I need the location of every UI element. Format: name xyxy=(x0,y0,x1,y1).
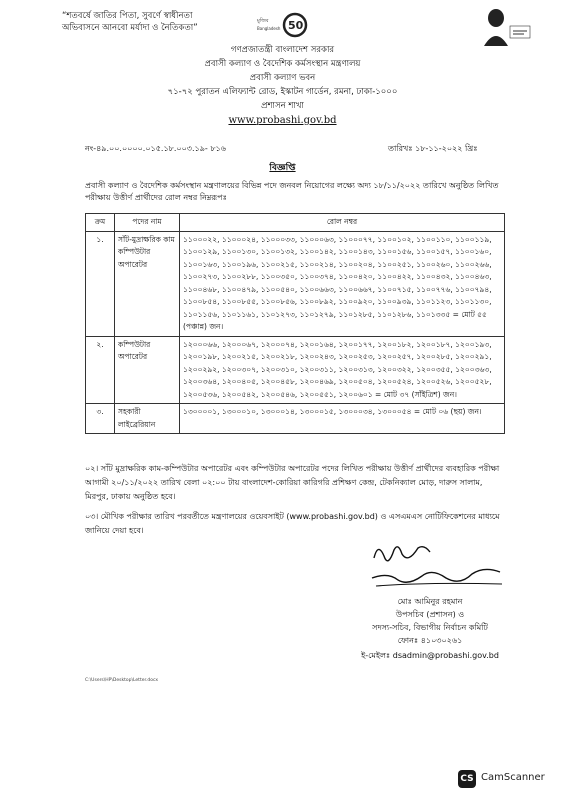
row-serial: ১. xyxy=(86,231,115,336)
file-path: C:\Users\HP\Desktop\Letter.docx xyxy=(85,678,159,683)
header-line-ministry: প্রবাসী কল্যাণ ও বৈদেশিক কর্মসংস্থান মন্ত্রণালয় xyxy=(204,59,361,69)
header-roll: রোল নম্বর xyxy=(180,214,505,232)
signer-designation: উপসচিব (প্রশাসন) ও xyxy=(395,610,465,619)
row-post: সাঁট-মুদ্রাক্ষরিক কাম কম্পিউটার অপারেটর xyxy=(115,231,180,336)
memo-number: নং-৪৯.০০.০০০০.০১৫.১৮.০০৩.১৯- ৮১৬ xyxy=(85,144,226,153)
header-line-address: ৭১-৭২ পুরাতন এলিফ্যান্ট রোড, ইস্কাটন গার্ডেন, রমনা, ঢাকা-১০০০ xyxy=(167,87,398,97)
paragraph-viva-notice: ০৩। মৌখিক পরীক্ষার তারিখ পরবর্তীতে মন্ত্রণালয়ের ওয়েবসাইট (www.probashi.gov.bd) ও এসএমএস নোটিফিকেশনের মাধ্যমে জানিয়ে দেয়া হবে। xyxy=(85,512,500,535)
table-header-row xyxy=(86,214,505,232)
portrait-image xyxy=(480,4,532,48)
camscanner-label: CamScanner xyxy=(481,772,545,783)
row-rolls: ১২০০০৬৬, ১২০০০৬৭, ১২০০০৭৪, ১২০০১৬৪, ১২০০১৭৭, ১২০০১৮২, ১২০০১৮৭, ১২০০১৯৩, ১২০০১৯৮, ১২০০২১৫, ১২০০২১৮, ১২০০২৪৩, ১২০০২৫৩, ১২০০২৫৭, ১২০০২৮৫, ১২০০২৯১, ১২০০২৯২, ১২০০৩০৭, ১২০০৩১০, ১২০০৩১১, ১২০০৩১৩, ১২০০৩২২, ১২০০৩৫৫, ১২০০৩৬৩, ১২০০৩৬৪, ১২০০৪০৫, ১২০০৪৫৮, ১২০০৪৬৯, ১২০০৫০৪, ১২০০৫২৪, ১২০০৫২৬, ১২০০৫২৮, ১২০০৫৩৬, ১২০০৫৪২, ১২০০৫৪৬, ১২০০৫৫১, ১২০০৬০১ = মোট ৩৭ (সাঁইত্রিশ) জন। xyxy=(180,336,505,404)
header-line-building: প্রবাসী কল্যাণ ভবন xyxy=(249,73,316,83)
signer-committee: সদস্য-সচিব, বিভাগীয় নির্বাচন কমিটি xyxy=(372,623,488,632)
website-link[interactable]: www.probashi.gov.bd xyxy=(228,115,337,126)
row-post: সহকারী লাইব্রেরিয়ান xyxy=(115,404,180,434)
table-row xyxy=(86,336,505,404)
row-rolls: ১১০০০২২, ১১০০০২৪, ১১০০০৩৩, ১১০০০৬৩, ১১০০০৭৭, ১১০০১০২, ১১০০১১০, ১১০০১১৯, ১১০০১২৯, ১১০০১৩০, ১১০০১৩২, ১১০০১৪২, ১১০০১৪৩, ১১০০১৫৬, ১১০০১৫৭, ১১০০১৬০, ১১০০১৬৩, ১১০০১৯৬, ১১০০২১৫, ১১০০২১৪, ১১০০২০৪, ১১০০২৫১, ১১০০২৬০, ১১০০২৬৬, ১১০০২৭৩, ১১০০২৮৮, ১১০০৩৫০, ১১০০৩৭৪, ১১০০৪২০, ১১০০৪২২, ১১০০৪৩২, ১১০০৪৬৩, ১১০০৪৬৮, ১১০০৪৭৯, ১১০০৫৪০, ১১০০৬৬৩, ১১০০৬৬৭, ১১০০৭১৫, ১১০০৭৭৬, ১১০০৭৯৪, ১১০০৮৫৪, ১১০০৮৫৫, ১১০০৮৫৬, ১১০০৮৯২, ১১০০৯২০, ১১০০৯৩৯, ১১০১১২৩, ১১০১১৩০, ১১০১১৫৬, ১১০১১৬১, ১১০১২৭৩, ১১০১২৭৯, ১১০১২৮৫, ১১০১২৮৬, ১১০১৩৩৫ = মোট ৫৫ (পঞ্চান্ন) জন। xyxy=(180,231,505,336)
mujib-100-logo xyxy=(255,6,311,44)
header-line-govt: গণপ্রজাতন্ত্রী বাংলাদেশ সরকার xyxy=(230,45,335,55)
svg-text:Bangladesh: Bangladesh xyxy=(257,26,281,31)
camscanner-icon: CS xyxy=(458,770,476,788)
signer-phone: ফোনঃ ৪১০৩০২৬১ xyxy=(397,636,463,645)
row-rolls: ১৩০০০০১, ১৩০০০১০, ১৩০০০১৪, ১৩০০০১৫, ১৩০০০৩৪, ১৩০০০৫৪ = মোট ০৬ (ছয়) জন। xyxy=(180,404,505,434)
row-serial: ২. xyxy=(86,336,115,404)
signer-name: মোঃ আমিনুর রহমান xyxy=(397,597,463,606)
header-serial: ক্রম xyxy=(86,214,115,232)
intro-paragraph: প্রবাসী কল্যাণ ও বৈদেশিক কর্মসংস্থান মন্ত্রণালয়ের বিভিন্ন পদে জনবল নিয়োগের লক্ষ্যে অদ্য ১৮/১১/২০২২ তারিখে অনুষ্ঠিত লিখিত পরীক্ষায় উত্তীর্ণ প্রার্থীদের রোল নম্বর নিম্নরূপঃ xyxy=(85,181,499,202)
svg-text:মুজিব: মুজিব xyxy=(257,18,269,24)
header-post: পদের নাম xyxy=(115,214,180,232)
motto xyxy=(62,10,232,34)
signer-email: ই-মেইলঃ dsadmin@probashi.gov.bd xyxy=(361,651,499,660)
roll-number-table xyxy=(85,213,505,434)
notice-title: বিজ্ঞপ্তি xyxy=(269,163,296,173)
row-serial: ৩. xyxy=(86,404,115,434)
header-line-branch: প্রশাসন শাখা xyxy=(261,101,304,111)
issue-date: তারিখঃ ১৮-১১-২০২২ খ্রিঃ xyxy=(388,144,478,153)
row-post: কম্পিউটার অপারেটর xyxy=(115,336,180,404)
motto-line-1: “শতবর্ষে জাতির পিতা, সুবর্ণে স্বাধীনতা xyxy=(62,11,193,21)
svg-text:50: 50 xyxy=(288,19,304,32)
table-row xyxy=(86,231,505,336)
motto-line-2: অভিবাসনে আনবো মর্যাদা ও নৈতিকতা” xyxy=(62,23,198,33)
paragraph-practical-exam: ০২। সাঁট মুদ্রাক্ষরিক কাম-কম্পিউটার অপারেটর এবং কম্পিউটার অপারেটর পদের লিখিত পরীক্ষায় উত্তীর্ণ প্রার্থীদের ব্যবহারিক পরীক্ষা আগামী ২০/১১/২০২২ তারিখ বেলা ০২:০০ টায় বাংলাদেশ-কোরিয়া কারিগরি প্রশিক্ষণ কেন্দ্র, টেকনিক্যাল মোড়, দারুস সালাম, মিরপুর, ঢাকায় অনুষ্ঠিত হবে। xyxy=(85,464,500,501)
handwritten-signature xyxy=(368,538,508,590)
table-row xyxy=(86,404,505,434)
